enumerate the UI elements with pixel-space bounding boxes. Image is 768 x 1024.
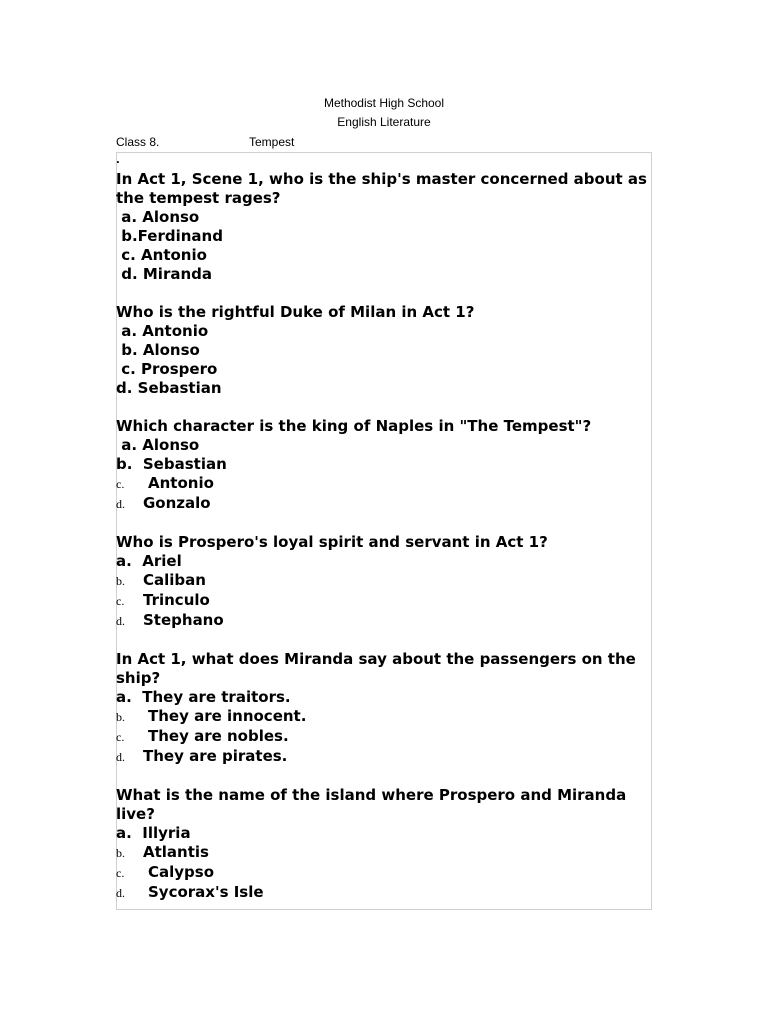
- option-text: Atlantis: [143, 843, 209, 861]
- option-letter: d.: [116, 614, 125, 628]
- option: a. Antonio: [116, 322, 209, 340]
- option: c. Antonio: [116, 246, 207, 264]
- option: c. Prospero: [116, 360, 218, 378]
- option-text: Trinculo: [143, 591, 210, 609]
- option: [116, 591, 648, 611]
- option: [116, 747, 648, 767]
- question-list: [116, 152, 648, 903]
- question-block: [116, 417, 648, 514]
- option: a. Alonso: [116, 208, 200, 226]
- option: [116, 611, 648, 631]
- option: a. Illyria: [116, 824, 191, 842]
- option-letter: d.: [116, 886, 125, 900]
- question-text: In Act 1, Scene 1, who is the ship's master concerned about as the tempest rages?: [116, 170, 647, 207]
- option: a. They are traitors.: [116, 688, 291, 706]
- option: [116, 494, 648, 514]
- topic-label: Tempest: [249, 135, 295, 149]
- option: [116, 863, 648, 883]
- question-block: [116, 650, 648, 767]
- option: a. Alonso: [116, 436, 200, 454]
- option: [116, 883, 648, 903]
- option-text: They are innocent.: [148, 707, 307, 725]
- option-letter: c.: [116, 730, 125, 744]
- option-text: Stephano: [143, 611, 224, 629]
- option: b.Ferdinand: [116, 227, 223, 245]
- question-text: What is the name of the island where Prospero and Miranda live?: [116, 786, 627, 823]
- question-block: [116, 533, 648, 631]
- option-text: Caliban: [143, 571, 206, 589]
- option-letter: d.: [116, 750, 125, 764]
- option: [116, 571, 648, 591]
- option: [116, 843, 648, 863]
- subject-title: English Literature: [337, 115, 431, 129]
- option-text: Sycorax's Isle: [148, 883, 264, 901]
- option-letter: b.: [116, 574, 125, 588]
- question-block: [116, 170, 648, 284]
- option-letter: c.: [116, 866, 125, 880]
- option: d. Miranda: [116, 265, 213, 283]
- question-text: Who is the rightful Duke of Milan in Act 1?: [116, 303, 475, 321]
- option: b. Sebastian: [116, 455, 227, 473]
- option-text: Gonzalo: [143, 494, 211, 512]
- option: [116, 474, 648, 494]
- option-letter: c.: [116, 594, 125, 608]
- option: [116, 727, 648, 747]
- class-label: Class 8.: [116, 135, 160, 149]
- option: b. Alonso: [116, 341, 200, 359]
- question-text: Which character is the king of Naples in "The Tempest"?: [116, 417, 592, 435]
- question-block: [116, 786, 648, 903]
- option-letter: c.: [116, 477, 125, 491]
- question-block: [116, 303, 648, 398]
- stray-dot: .: [116, 155, 120, 166]
- option-text: Antonio: [148, 474, 214, 492]
- option-letter: b.: [116, 710, 125, 724]
- school-name: Methodist High School: [323, 96, 445, 110]
- option: a. Ariel: [116, 552, 182, 570]
- question-text: In Act 1, what does Miranda say about the passengers on the ship?: [116, 650, 636, 687]
- option-text: They are nobles.: [148, 727, 289, 745]
- option: [116, 707, 648, 727]
- question-text: Who is Prospero's loyal spirit and servant in Act 1?: [116, 533, 548, 551]
- option-letter: b.: [116, 846, 125, 860]
- option-text: Calypso: [148, 863, 215, 881]
- option: d. Sebastian: [116, 379, 222, 397]
- option-letter: d.: [116, 497, 125, 511]
- option-text: They are pirates.: [143, 747, 288, 765]
